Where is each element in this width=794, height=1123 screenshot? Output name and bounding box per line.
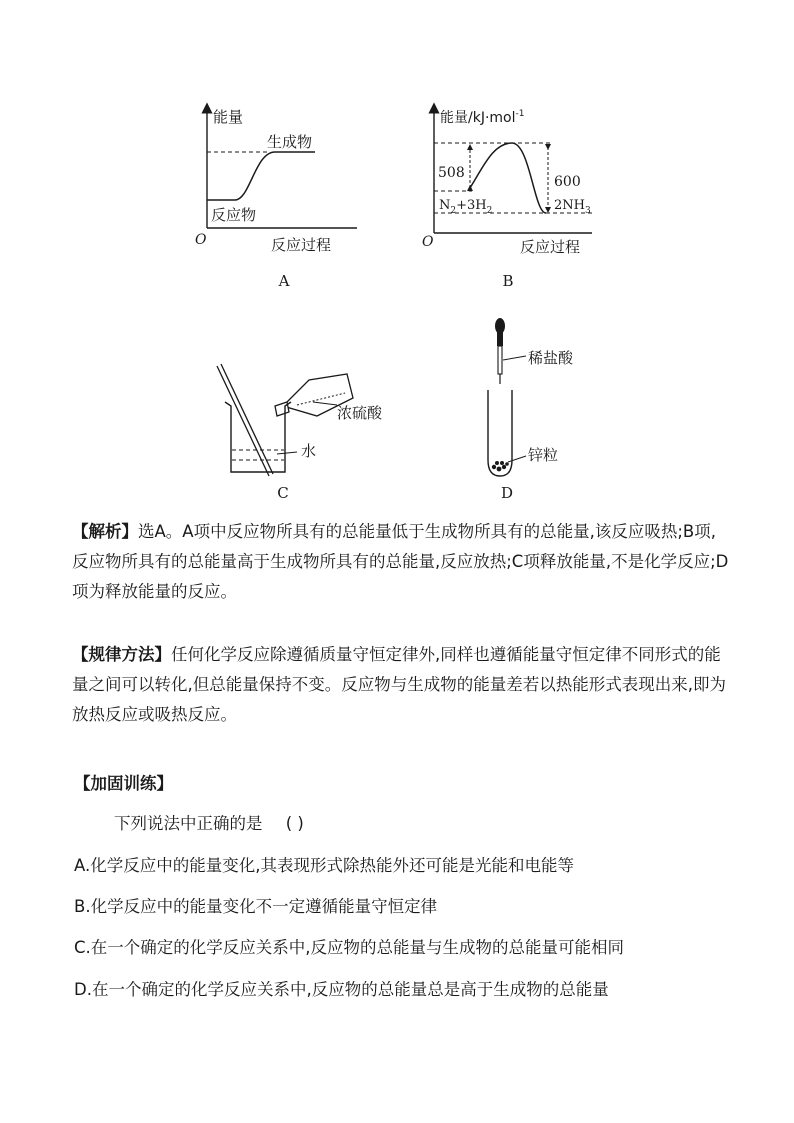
water-label: 水 <box>301 442 317 460</box>
caption-b: B <box>502 272 514 290</box>
product-formula: $2NH_3$ <box>554 198 591 216</box>
product-label: 生成物 <box>267 133 313 151</box>
option-d: D.在一个确定的化学反应关系中,反应物的总能量总是高于生成物的总能量 <box>74 980 609 999</box>
training-question <box>114 810 304 834</box>
figure-b-diagram <box>412 100 612 260</box>
analysis-tag: 【解析】 <box>72 522 138 541</box>
acid-leader <box>503 356 526 360</box>
analysis-text: 选A。A项中反应物所具有的总能量低于生成物所具有的总能量,该反应吸热;B项,反应物所具有的总能量高于生成物所具有的总能量,反应放热;C项释放能量,不是化学反应;D项为释放能量的反应。 <box>72 522 729 601</box>
question-text: 下列说法中正确的是 <box>114 814 263 833</box>
release-value: 600 <box>554 174 581 190</box>
zinc-label: 锌粒 <box>528 446 559 464</box>
x-axis-label: 反应过程 <box>520 238 581 256</box>
zinc-leader <box>508 456 526 462</box>
option-c: C.在一个确定的化学反应关系中,反应物的总能量与生成物的总能量可能相同 <box>74 938 625 957</box>
option-b: B.化学反应中的能量变化不一定遵循能量守恒定律 <box>74 897 438 916</box>
reactant-formula: $N_2+3H_2$ <box>439 198 493 216</box>
figure-d <box>470 310 600 480</box>
method-paragraph <box>72 640 732 730</box>
y-axis-label: 能量 <box>213 108 244 126</box>
y-axis-label: 能量/kJ·mol$^{-1}$ <box>440 109 525 126</box>
acid-label: 浓硫酸 <box>337 404 383 422</box>
activation-value: 508 <box>438 165 465 181</box>
zinc-granules <box>492 461 509 471</box>
training-tag-text: 【加固训练】 <box>74 774 173 793</box>
figure-c <box>205 350 395 480</box>
caption-a: A <box>278 272 290 290</box>
figure-a-diagram <box>185 100 385 260</box>
acid-label: 稀盐酸 <box>528 349 574 367</box>
energy-curve <box>207 152 315 200</box>
caption-d: D <box>500 484 514 502</box>
figure-c-apparatus <box>205 350 395 480</box>
dropper <box>495 318 505 384</box>
figure-b <box>412 100 612 260</box>
reactant-label: 反应物 <box>211 206 257 224</box>
caption-c: C <box>277 484 289 502</box>
origin-label: O <box>422 234 434 250</box>
method-tag: 【规律方法】 <box>72 645 171 664</box>
water-leader <box>277 452 297 454</box>
x-axis-label: 反应过程 <box>271 236 332 254</box>
option-a: A.化学反应中的能量变化,其表现形式除热能外还可能是光能和电能等 <box>74 856 574 875</box>
figure-a <box>185 100 385 260</box>
analysis-paragraph <box>72 517 732 607</box>
answer-blank: ( ) <box>285 814 304 833</box>
glass-rod <box>217 364 273 476</box>
training-tag <box>74 770 173 794</box>
method-text: 任何化学反应除遵循质量守恒定律外,同样也遵循能量守恒定律不同形式的能量之间可以转化,但总能量保持不变。反应物与生成物的能量差若以热能形式表现出来,即为放热反应或吸热反应。 <box>72 645 726 724</box>
origin-label: O <box>195 232 207 248</box>
figure-d-apparatus <box>470 310 600 480</box>
